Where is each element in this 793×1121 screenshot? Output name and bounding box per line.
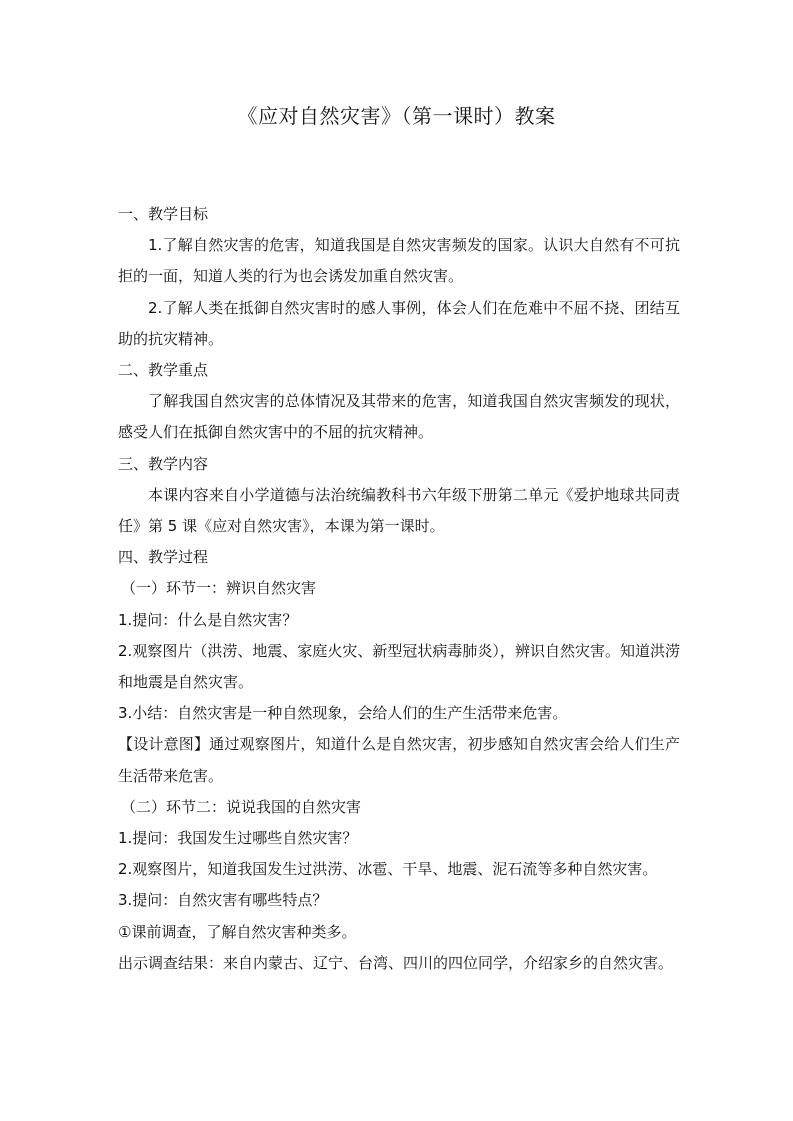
- subsection-heading: （一）环节一：辨识自然灾害: [121, 579, 317, 598]
- paragraph: 3.小结：自然灾害是一种自然现象，会给人们的生产生活带来危害。: [118, 704, 568, 723]
- document-body: [118, 199, 680, 979]
- paragraph: 2.了解人类在抵御自然灾害时的感人事例，体会人们在危难中不屈不挠、团结互助的抗灾精神。: [118, 298, 680, 348]
- section-heading: 四、教学过程: [118, 548, 209, 567]
- paragraph: 【设计意图】通过观察图片，知道什么是自然灾害，初步感知自然灾害会给人们生产生活带来危害。: [118, 735, 680, 785]
- paragraph: 1.提问：什么是自然灾害？: [118, 610, 298, 629]
- paragraph: ①课前调查，了解自然灾害种类多。: [118, 922, 357, 941]
- paragraph: 2.观察图片，知道我国发生过洪涝、冰雹、干旱、地震、泥石流等多种自然灾害。: [118, 860, 658, 879]
- paragraph: 出示调查结果：来自内蒙古、辽宁、台湾、四川的四位同学，介绍家乡的自然灾害。: [118, 953, 674, 972]
- document-title: 《应对自然灾害》（第一课时）教案: [237, 104, 556, 128]
- paragraph: 1.提问：我国发生过哪些自然灾害？: [118, 829, 358, 848]
- paragraph: 了解我国自然灾害的总体情况及其带来的危害，知道我国自然灾害频发的现状，感受人们在抵御自然灾害中的不屈的抗灾精神。: [118, 392, 680, 442]
- section-heading: 三、教学内容: [118, 454, 209, 473]
- paragraph: 本课内容来自小学道德与法治统编教科书六年级下册第二单元《爱护地球共同责任》第 5 课《应对自然灾害》，本课为第一课时。: [118, 485, 680, 536]
- paragraph: 3.提问：自然灾害有哪些特点？: [118, 891, 328, 910]
- section-heading: 一、教学目标: [118, 205, 209, 223]
- paragraph: 2.观察图片（洪涝、地震、家庭火灾、新型冠状病毒肺炎），辨识自然灾害。知道洪涝和地震是自然灾害。: [118, 641, 680, 692]
- section-heading: 二、教学重点: [118, 361, 209, 380]
- subsection-heading: （二）环节二：说说我国的自然灾害: [121, 797, 362, 816]
- paragraph: 1.了解自然灾害的危害，知道我国是自然灾害频发的国家。认识大自然有不可抗拒的一面，知道人类的行为也会诱发加重自然灾害。: [118, 236, 680, 286]
